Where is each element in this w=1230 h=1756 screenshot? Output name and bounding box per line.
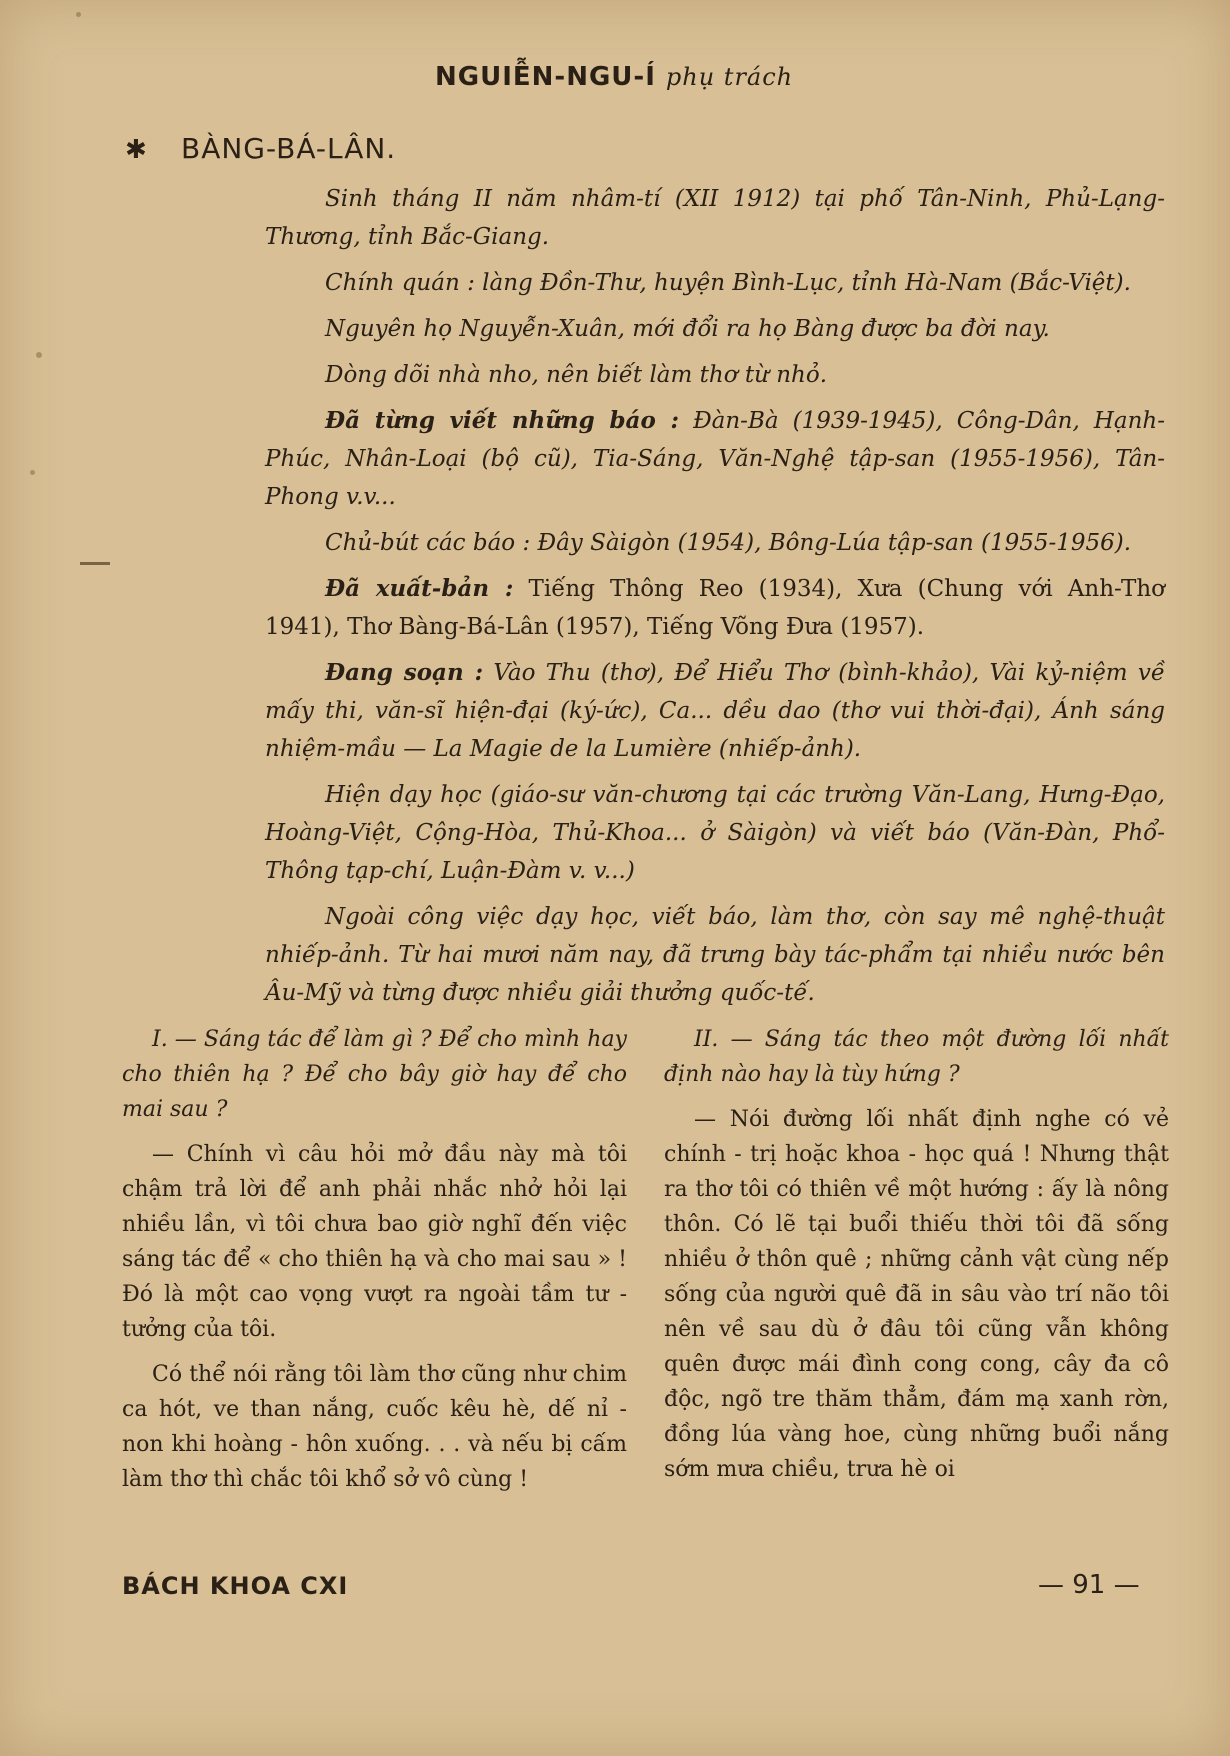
bio-text: Hiện dạy học (giáo-sư văn-chương tại các trường Văn-Lang, Hưng-Đạo, Hoàng-Việt, Cộng-Hòa, Thủ-Khoa... ở Sàigòn) và viết báo (Văn-Đàn, Phổ-Thông tạp-chí, Luận-Đàm v. v...) (265, 782, 1165, 884)
bio-lead: Đang soạn : (325, 659, 484, 686)
bio-paragraph (265, 776, 1165, 890)
ink-speck (76, 12, 81, 17)
bio-text: Ngoài công việc dạy học, viết báo, làm thơ, còn say mê nghệ-thuật nhiếp-ảnh. Từ hai mươi năm nay, đã trưng bày tác-phẩm tại nhiều nước bên Âu-Mỹ và từng được nhiều giải thưởng quốc-tế. (265, 904, 1165, 1006)
answer-paragraph: — Chính vì câu hỏi mở đầu này mà tôi chậm trả lời để anh phải nhắc nhở hỏi lại nhiều lần, vì tôi chưa bao giờ nghĩ đến việc sáng tác để « cho thiên hạ và cho mai sau » ! Đó là một cao vọng vượt ra ngoài tầm tư - tưởng của tôi. (122, 1142, 627, 1342)
interview-question-2: II. — Sáng tác theo một đường lối nhất định nào hay là tùy hứng ? (664, 1027, 1169, 1087)
bio-text: Nguyên họ Nguyễn-Xuân, mới đổi ra họ Bàng được ba đời nay. (325, 316, 1050, 342)
bio-lead: Đã từng viết những báo : (325, 407, 680, 434)
answer-paragraph: — Nói đường lối nhất định nghe có vẻ chính - trị hoặc khoa - học quá ! Nhưng thật ra thơ tôi có thiên về một hướng : ấy là nông thôn. Có lẽ tại buổi thiếu thời tôi đã sống nhiều ở thôn quê ; những cảnh vật cùng nếp sống của người quê đã in sâu vào trí não tôi nên về sau dù ở đâu tôi cũng vẫn không quên được mái đình cong cong, cây đa cô độc, ngõ tre thăm thẳm, đám mạ xanh rờn, đồng lúa vàng hoe, cùng những buổi nắng sớm mưa chiều, trưa hè oi (664, 1107, 1169, 1482)
bio-text: Đàn-Bà (1939-1945), Công-Dân, Hạnh-Phúc, Nhân-Loại (bộ cũ), Tia-Sáng, Văn-Nghệ tập-san (1955-1956), Tân-Phong v.v... (265, 408, 1166, 510)
bio-paragraph (265, 654, 1165, 768)
editor-role: phụ trách (665, 63, 794, 91)
star-icon: ✱ (125, 135, 148, 165)
left-column (122, 1022, 627, 1507)
bio-text: Dòng dõi nhà nho, nên biết làm thơ từ nhỏ. (325, 362, 828, 388)
margin-mark (80, 562, 110, 565)
bio-paragraph (265, 570, 1165, 646)
author-biography (265, 180, 1165, 1020)
magazine-footer: BÁCH KHOA CXI (122, 1572, 349, 1600)
section-header (435, 62, 793, 92)
bio-paragraph (265, 356, 1165, 394)
interview-question-1: I. — Sáng tác để làm gì ? Để cho mình hay cho thiên hạ ? Để cho bây giờ hay để cho mai sau ? (122, 1027, 627, 1122)
bio-text: Tiếng Thông Reo (1934), Xưa (Chung với Anh-Thơ 1941), Thơ Bàng-Bá-Lân (1957), Tiếng Võng Đưa (1957). (265, 576, 1165, 640)
ink-speck (36, 352, 42, 358)
author-name: BÀNG-BÁ-LÂN. (181, 132, 397, 165)
page-number: — 91 — (1038, 1570, 1140, 1600)
bio-text: Chủ-bút các báo : Đây Sàigòn (1954), Bông-Lúa tập-san (1955-1956). (325, 530, 1132, 556)
editor-name: NGUIỄN-NGU-Í (435, 62, 656, 92)
bio-lead: Đã xuất-bản : (325, 575, 514, 602)
answer-paragraph: Có thể nói rằng tôi làm thơ cũng như chim ca hót, ve than nắng, cuốc kêu hè, dế nỉ - non khi hoàng - hôn xuống. . . và nếu bị cấm làm thơ thì chắc tôi khổ sở vô cùng ! (122, 1362, 627, 1492)
bio-paragraph (265, 524, 1165, 562)
author-heading (125, 132, 396, 165)
bio-paragraph (265, 310, 1165, 348)
bio-paragraph (265, 264, 1165, 302)
right-column (664, 1022, 1169, 1497)
bio-text: Vào Thu (thơ), Để Hiểu Thơ (bình-khảo), Vài kỷ-niệm về mấy thi, văn-sĩ hiện-đại (ký-ức), Ca... dều dao (thơ vui thời-đại), Ánh sáng nhiệm-mầu — La Magie de la Lumière (nhiếp-ảnh). (265, 660, 1166, 762)
bio-text: Chính quán : làng Đồn-Thư, huyện Bình-Lục, tỉnh Hà-Nam (Bắc-Việt). (325, 270, 1131, 296)
bio-paragraph (265, 898, 1165, 1012)
bio-text: Sinh tháng II năm nhâm-tí (XII 1912) tại phố Tân-Ninh, Phủ-Lạng-Thương, tỉnh Bắc-Giang. (265, 186, 1165, 250)
bio-paragraph (265, 180, 1165, 256)
ink-speck (30, 470, 35, 475)
bio-paragraph (265, 402, 1165, 516)
